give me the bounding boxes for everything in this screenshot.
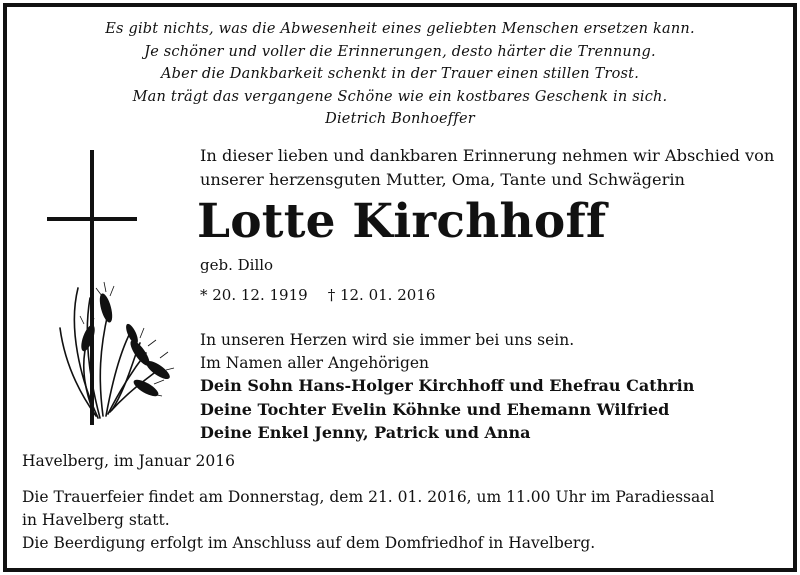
service-line: Die Beerdigung erfolgt im Anschluss auf dem Domfriedhof in Havelberg. [22, 534, 596, 552]
family-line: Deine Enkel Jenny, Patrick und Anna [200, 423, 531, 442]
quote-line: Je schöner und voller die Erinnerungen, desto härter die Trennung. [144, 43, 656, 60]
birth-date: * 20. 12. 1919 [200, 286, 308, 304]
closing-text [200, 329, 574, 375]
quote-author: Dietrich Bonhoeffer [325, 111, 475, 127]
closing-line: In unseren Herzen wird sie immer bei uns sein. [200, 331, 575, 349]
place-date: Havelberg, im Januar 2016 [22, 452, 235, 470]
closing-line: Im Namen aller Angehörigen [200, 354, 430, 372]
bonhoeffer-quote [0, 18, 800, 131]
farewell-intro [200, 144, 774, 192]
service-line: Die Trauerfeier findet am Donnerstag, dem 21. 01. 2016, um 11.00 Uhr im Paradiessaal [22, 488, 715, 506]
life-dates [200, 284, 435, 306]
quote-line: Man trägt das vergangene Schöne wie ein kostbares Geschenk in sich. [132, 88, 668, 105]
family-line: Dein Sohn Hans-Holger Kirchhoff und Ehefrau Cathrin [200, 376, 695, 395]
intro-line: In dieser lieben und dankbaren Erinnerung nehmen wir Abschied von [200, 146, 775, 165]
family-list [200, 374, 694, 445]
maiden-name: geb. Dillo [200, 256, 274, 274]
quote-line: Aber die Dankbarkeit schenkt in der Trauer einen stillen Trost. [160, 66, 640, 82]
cross-with-wheat-icon [40, 148, 180, 428]
service-info [22, 486, 714, 555]
family-line: Deine Tochter Evelin Köhnke und Ehemann Wilfried [200, 399, 670, 419]
intro-line: unserer herzensguten Mutter, Oma, Tante und Schwägerin [200, 170, 685, 189]
death-date: † 12. 01. 2016 [327, 286, 436, 304]
service-line: in Havelberg statt. [22, 511, 170, 529]
quote-line: Es gibt nichts, was die Abwesenheit eines geliebten Menschen ersetzen kann. [105, 21, 695, 37]
deceased-name: Lotte Kirchhoff [197, 194, 607, 249]
